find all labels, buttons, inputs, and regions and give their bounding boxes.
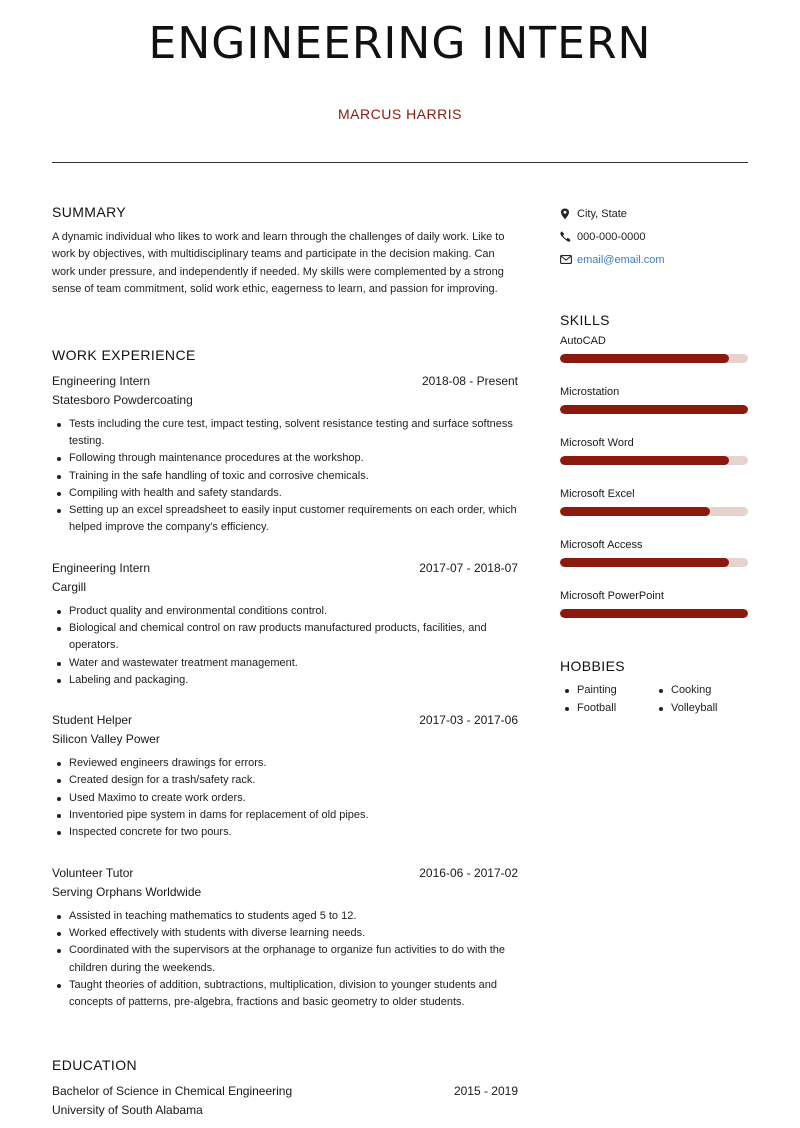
list-item: Labeling and packaging. (52, 672, 518, 689)
job-bullets (52, 416, 518, 537)
summary-heading: SUMMARY (52, 204, 127, 220)
education-school: University of South Alabama (52, 1103, 203, 1118)
job-entry (52, 372, 518, 537)
skill-item (560, 384, 748, 414)
skill-level-bar (560, 456, 748, 465)
education-heading: EDUCATION (52, 1057, 138, 1074)
job-organization: Serving Orphans Worldwide (52, 884, 202, 899)
skill-level-bar (560, 405, 748, 414)
job-entry (52, 864, 518, 1012)
hobbies-list (560, 682, 748, 718)
resume-title: ENGINEERING INTERN (148, 18, 652, 69)
education-degree: Bachelor of Science in Chemical Engineering (52, 1084, 293, 1099)
skill-name: Microsoft Word (560, 437, 634, 449)
list-item: Assisted in teaching mathematics to students aged 5 to 12. (52, 908, 518, 925)
list-item: Product quality and environmental conditions control. (52, 603, 518, 620)
job-bullets (52, 603, 518, 689)
list-item: Inspected concrete for two pours. (52, 824, 518, 841)
job-bullets (52, 908, 518, 1012)
job-dates: 2017-07 - 2018-07 (419, 560, 518, 575)
contact-location (560, 202, 748, 225)
job-entry (52, 559, 518, 689)
skill-level-fill (560, 405, 748, 414)
job-role: Volunteer Tutor (52, 865, 134, 880)
list-item: Used Maximo to create work orders. (52, 790, 518, 807)
job-dates: 2017-03 - 2017-06 (419, 713, 518, 728)
main-column (52, 204, 518, 1120)
header-divider (52, 162, 748, 163)
list-item: Inventoried pipe system in dams for replacement of old pipes. (52, 807, 518, 824)
contact-section (560, 202, 748, 271)
email-link[interactable]: email@email.com (577, 253, 665, 266)
list-item: Following through maintenance procedures at the workshop. (52, 450, 518, 467)
skill-level-bar (560, 558, 748, 567)
work-experience-heading: WORK EXPERIENCE (52, 346, 196, 363)
skill-item (560, 588, 748, 618)
hobbies-section (560, 658, 748, 718)
sidebar-column (560, 202, 748, 718)
hobbies-heading: HOBBIES (560, 658, 626, 674)
location-text: City, State (577, 207, 627, 220)
job-dates: 2018-08 - Present (421, 373, 518, 388)
contact-phone (560, 225, 748, 248)
skill-level-bar (560, 354, 748, 363)
list-item: Water and wastewater treatment management. (52, 655, 518, 672)
contact-email[interactable] (560, 248, 748, 271)
education-dates: 2015 - 2019 (453, 1084, 518, 1099)
envelope-icon (560, 255, 577, 264)
list-item: Biological and chemical control on raw products manufactured products, facilities, and operators. (52, 620, 518, 655)
job-entry (52, 711, 518, 841)
work-experience-section (52, 347, 518, 1012)
job-bullets (52, 755, 518, 841)
skill-level-fill (560, 354, 729, 363)
list-item: Compiling with health and safety standards. (52, 485, 518, 502)
job-role: Engineering Intern (52, 560, 151, 575)
list-item: Taught theories of addition, subtractions, multiplication, division to younger students and concepts of patterns, pre-algebra, fractions and basic geometry to older students. (52, 977, 518, 1012)
education-section (52, 1057, 518, 1120)
list-item: Created design for a trash/safety rack. (52, 772, 518, 789)
list-item: Reviewed engineers drawings for errors. (52, 755, 518, 772)
skill-item (560, 333, 748, 363)
candidate-name: MARCUS HARRIS (338, 106, 462, 122)
job-dates: 2016-06 - 2017-02 (419, 865, 518, 880)
location-pin-icon (560, 208, 577, 220)
skill-name: Microsoft Excel (560, 488, 635, 500)
skill-level-fill (560, 456, 729, 465)
skill-item (560, 435, 748, 465)
skills-heading: SKILLS (560, 312, 610, 328)
phone-text: 000-000-0000 (577, 230, 646, 243)
list-item: Volleyball (654, 700, 748, 717)
phone-icon (560, 231, 577, 242)
job-role: Engineering Intern (52, 373, 151, 388)
list-item: Worked effectively with students with diverse learning needs. (52, 925, 518, 942)
list-item: Tests including the cure test, impact testing, solvent resistance testing and surface softness testing. (52, 416, 518, 451)
skill-name: AutoCAD (560, 335, 606, 347)
list-item: Training in the safe handling of toxic and corrosive chemicals. (52, 468, 518, 485)
job-organization: Statesboro Powdercoating (52, 392, 193, 407)
list-item: Cooking (654, 682, 748, 699)
skills-section (560, 312, 748, 618)
job-role: Student Helper (52, 713, 133, 728)
summary-section (52, 204, 518, 299)
job-organization: Cargill (52, 579, 87, 594)
skill-level-fill (560, 558, 729, 567)
skills-list (560, 333, 748, 618)
skill-name: Microsoft PowerPoint (560, 590, 664, 602)
skill-level-bar (560, 507, 748, 516)
skill-level-fill (560, 507, 710, 516)
list-item: Painting (560, 682, 654, 699)
skill-item (560, 486, 748, 516)
list-item: Football (560, 700, 654, 717)
list-item: Setting up an excel spreadsheet to easily input customer requirements on each order, which helped improve the company's efficiency. (52, 502, 518, 537)
job-organization: Silicon Valley Power (52, 732, 160, 747)
list-item: Coordinated with the supervisors at the orphanage to organize fun activities to do with the children during the weekends. (52, 942, 518, 977)
skill-name: Microstation (560, 386, 620, 398)
skill-item (560, 537, 748, 567)
summary-text: A dynamic individual who likes to work and learn through the challenges of daily work. Like to work by objectives, with multidisciplinary teams and participate in the decision making. Can work under pressure, and independently if needed. My skills were complemented by a strong sense of team commitment, solid work ethic, eagerness to learn, and passion for improving. (52, 231, 505, 296)
skill-name: Microsoft Access (560, 539, 643, 551)
skill-level-fill (560, 609, 748, 618)
skill-level-bar (560, 609, 748, 618)
